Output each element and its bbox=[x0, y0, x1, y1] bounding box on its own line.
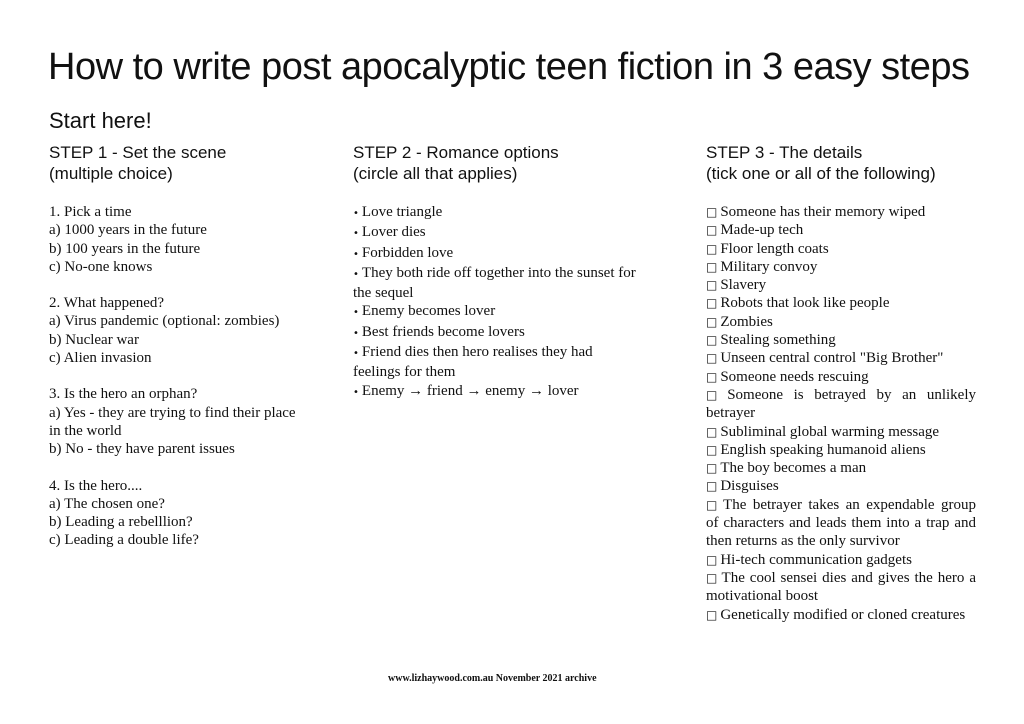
step3-heading-note: (tick one or all of the following) bbox=[706, 164, 936, 183]
detail-checkbox-item[interactable] bbox=[706, 423, 976, 441]
romance-option-label: They both ride off together into the sunset for the sequel bbox=[353, 264, 636, 302]
step2-heading-note: (circle all that applies) bbox=[353, 164, 518, 183]
romance-option bbox=[353, 203, 639, 223]
step1-heading-note: (multiple choice) bbox=[49, 164, 173, 183]
question-text: 4. Is the hero.... bbox=[49, 477, 143, 494]
question-text: 2. What happened? bbox=[49, 295, 165, 312]
detail-label: Someone has their memory wiped bbox=[720, 204, 926, 220]
question-text: 1. Pick a time bbox=[49, 204, 132, 220]
checkbox-icon[interactable]: □ bbox=[706, 497, 721, 512]
detail-label: Floor length coats bbox=[720, 240, 829, 257]
romance-option-label: Best friends become lovers bbox=[361, 323, 525, 340]
bullet-icon: • bbox=[353, 348, 359, 360]
checkbox-icon[interactable]: □ bbox=[706, 223, 718, 238]
checkbox-icon[interactable]: □ bbox=[706, 296, 718, 311]
detail-label: Hi-tech communication gadgets bbox=[720, 551, 912, 568]
checkbox-icon[interactable]: □ bbox=[706, 442, 718, 457]
detail-checkbox-item[interactable] bbox=[706, 569, 976, 606]
detail-checkbox-item[interactable] bbox=[706, 606, 976, 624]
bullet-icon: • bbox=[353, 248, 359, 260]
detail-checkbox-item[interactable] bbox=[706, 221, 976, 239]
bullet-icon: • bbox=[353, 228, 359, 240]
detail-checkbox-item[interactable] bbox=[706, 368, 976, 386]
detail-checkbox-item[interactable] bbox=[706, 441, 976, 459]
detail-label: Disguises bbox=[720, 478, 779, 495]
step1-column bbox=[49, 142, 301, 568]
answer-option: b) 100 years in the future bbox=[49, 240, 201, 257]
checkbox-icon[interactable]: □ bbox=[706, 241, 718, 256]
checkbox-icon[interactable]: □ bbox=[706, 369, 718, 384]
checkbox-icon[interactable]: □ bbox=[706, 333, 718, 348]
detail-label: Someone is betrayed by an unlikely betrayer bbox=[706, 386, 976, 422]
bullet-icon: • bbox=[353, 327, 359, 339]
question-text: 3. Is the hero an orphan? bbox=[49, 386, 198, 403]
detail-checkbox-item[interactable] bbox=[706, 294, 976, 312]
step3-heading-title: STEP 3 - The details bbox=[706, 143, 863, 162]
answer-option: a) Virus pandemic (optional: zombies) bbox=[49, 313, 280, 330]
detail-label: Stealing something bbox=[720, 332, 836, 349]
detail-checkbox-item[interactable] bbox=[706, 331, 976, 349]
answer-option: a) The chosen one? bbox=[49, 495, 165, 512]
romance-option-label: Forbidden love bbox=[361, 244, 454, 261]
bullet-icon: • bbox=[353, 307, 359, 319]
detail-label: Robots that look like people bbox=[720, 295, 890, 312]
step3-checklist bbox=[706, 203, 976, 624]
page-title: How to write post apocalyptic teen fiction in 3 easy steps bbox=[48, 46, 970, 88]
detail-label: The cool sensei dies and gives the hero a motivational boost bbox=[706, 569, 976, 605]
answer-option: b) Leading a rebelllion? bbox=[49, 514, 193, 531]
bullet-icon: • bbox=[353, 208, 359, 219]
checkbox-icon[interactable]: □ bbox=[706, 314, 718, 329]
detail-checkbox-item[interactable] bbox=[706, 276, 976, 294]
step2-heading-title: STEP 2 - Romance options bbox=[353, 143, 559, 162]
detail-checkbox-item[interactable] bbox=[706, 240, 976, 258]
step3-heading bbox=[706, 142, 976, 184]
step1-questions bbox=[49, 203, 301, 550]
romance-option bbox=[353, 323, 639, 343]
romance-option-label: Love triangle bbox=[361, 204, 443, 220]
question-block bbox=[49, 477, 301, 550]
step3-column bbox=[706, 142, 976, 624]
detail-label: The boy becomes a man bbox=[720, 460, 867, 477]
detail-label: Someone needs rescuing bbox=[720, 368, 869, 385]
romance-option-label: Lover dies bbox=[361, 224, 426, 241]
question-block bbox=[49, 294, 301, 367]
footer-credit: www.lizhaywood.com.au November 2021 archive bbox=[388, 673, 597, 684]
checkbox-icon[interactable]: □ bbox=[706, 570, 719, 585]
detail-checkbox-item[interactable] bbox=[706, 386, 976, 423]
detail-label: Military convoy bbox=[720, 258, 818, 275]
detail-checkbox-item[interactable] bbox=[706, 477, 976, 495]
step2-column bbox=[353, 142, 639, 402]
detail-checkbox-item[interactable] bbox=[706, 551, 976, 569]
bullet-icon: • bbox=[353, 386, 359, 398]
checkbox-icon[interactable]: □ bbox=[706, 552, 718, 567]
detail-label: Slavery bbox=[720, 277, 767, 294]
page-subtitle: Start here! bbox=[49, 108, 152, 133]
question-block bbox=[49, 203, 301, 276]
answer-option: c) Alien invasion bbox=[49, 350, 152, 367]
detail-checkbox-item[interactable] bbox=[706, 459, 976, 477]
romance-option-label: Friend dies then hero realises they had feelings for them bbox=[353, 344, 593, 381]
checkbox-icon[interactable]: □ bbox=[706, 479, 718, 494]
checkbox-icon[interactable]: □ bbox=[706, 461, 718, 476]
checkbox-icon[interactable]: □ bbox=[706, 351, 718, 366]
answer-option: b) Nuclear war bbox=[49, 331, 139, 348]
detail-label: Unseen central control "Big Brother" bbox=[720, 350, 944, 367]
answer-option: a) Yes - they are trying to find their place in the world bbox=[49, 404, 296, 439]
romance-option bbox=[353, 302, 639, 322]
romance-option bbox=[353, 343, 639, 382]
step1-heading bbox=[49, 142, 301, 184]
detail-label: Made-up tech bbox=[720, 222, 804, 239]
romance-option-label: Enemy becomes lover bbox=[361, 303, 496, 320]
detail-label: Subliminal global warming message bbox=[720, 423, 940, 440]
detail-label: The betrayer takes an expendable group of characters and leads them into a trap and then returns as the only survivor bbox=[706, 496, 976, 550]
detail-checkbox-item[interactable] bbox=[706, 203, 976, 221]
checkbox-icon[interactable]: □ bbox=[706, 278, 718, 293]
detail-label: English speaking humanoid aliens bbox=[720, 441, 926, 458]
answer-option: a) 1000 years in the future bbox=[49, 222, 207, 239]
step2-heading bbox=[353, 142, 639, 184]
romance-option bbox=[353, 223, 639, 243]
detail-checkbox-item[interactable] bbox=[706, 349, 976, 367]
answer-option: c) No-one knows bbox=[49, 258, 153, 275]
answer-option: b) No - they have parent issues bbox=[49, 441, 235, 458]
checkbox-icon[interactable]: □ bbox=[706, 607, 718, 622]
bullet-icon: • bbox=[353, 268, 359, 280]
detail-checkbox-item[interactable] bbox=[706, 258, 976, 276]
detail-label: Zombies bbox=[720, 313, 773, 330]
romance-option bbox=[353, 264, 639, 303]
answer-option: c) Leading a double life? bbox=[49, 532, 199, 549]
checkbox-icon[interactable]: □ bbox=[706, 387, 725, 402]
checkbox-icon[interactable]: □ bbox=[706, 424, 718, 439]
romance-option-label: Enemy → friend → enemy → lover bbox=[361, 382, 579, 399]
checkbox-icon[interactable]: □ bbox=[706, 205, 718, 219]
checkbox-icon[interactable]: □ bbox=[706, 259, 718, 274]
romance-option bbox=[353, 244, 639, 264]
step1-heading-title: STEP 1 - Set the scene bbox=[49, 143, 227, 162]
detail-label: Genetically modified or cloned creatures bbox=[720, 606, 966, 623]
step2-list bbox=[353, 203, 639, 402]
detail-checkbox-item[interactable] bbox=[706, 496, 976, 551]
question-block bbox=[49, 385, 301, 458]
detail-checkbox-item[interactable] bbox=[706, 313, 976, 331]
romance-option bbox=[353, 382, 639, 402]
